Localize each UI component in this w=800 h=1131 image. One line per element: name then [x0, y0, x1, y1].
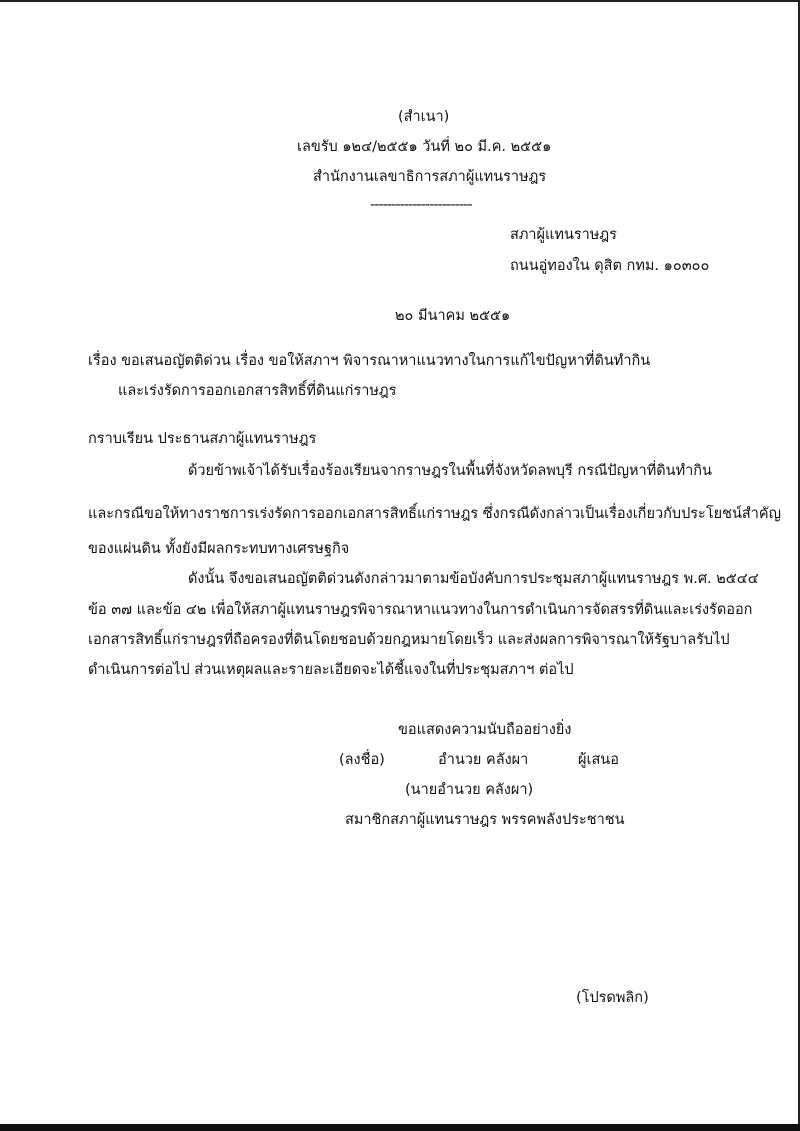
- turn-over-note: (โปรดพลิก): [576, 990, 649, 1006]
- signer-position: สมาชิกสภาผู้แทนราษฎร พรรคพลังประชาชน: [345, 812, 625, 828]
- closing-regards: ขอแสดงความนับถืออย่างยิ่ง: [398, 722, 572, 738]
- address-line-1: สภาผู้แทนราษฎร: [510, 227, 617, 243]
- paragraph-1-line-1: ด้วยข้าพเจ้าได้รับเรื่องร้องเรียนจากราษฎรในพื้นที่จังหวัดลพบุรี กรณีปัญหาที่ดินทำกิน: [188, 463, 712, 479]
- paragraph-2-line-4: ดำเนินการต่อไป ส่วนเหตุผลและรายละเอียดจะได้ชี้แจงในที่ประชุมสภาฯ ต่อไป: [88, 662, 574, 678]
- page-edge-bottom: [0, 1124, 800, 1131]
- page-edge-top: [0, 0, 800, 2]
- paragraph-2-line-2: ข้อ ๓๗ และข้อ ๔๒ เพื่อให้สภาผู้แทนราษฎรพิจารณาหาแนวทางในการดำเนินการจัดสรรที่ดินและเร่งรัดออก: [88, 602, 753, 618]
- letter-date: ๒๐ มีนาคม ๒๕๕๑: [395, 308, 511, 324]
- paragraph-1-line-3: ของแผ่นดิน ทั้งยังมีผลกระทบทางเศรษฐกิจ: [88, 541, 350, 557]
- paragraph-1-line-2: และกรณีขอให้ทางราชการเร่งรัดการออกเอกสารสิทธิ์แก่ราษฎร ซึ่งกรณีดังกล่าวเป็นเรื่องเกี่ยวกับประโยชน์สำคัญ: [88, 506, 781, 522]
- signer-full-name: (นายอำนวย คลังผา): [405, 782, 534, 798]
- paragraph-2-line-3: เอกสารสิทธิ์แก่ราษฎรที่ถือครองที่ดินโดยชอบด้วยกฎหมายโดยเร็ว และส่งผลการพิจารณาให้รัฐบาลรับไป: [88, 632, 730, 648]
- salutation: กราบเรียน ประธานสภาผู้แทนราษฎร: [88, 431, 317, 447]
- address-line-2: ถนนอู่ทองใน ดุสิต กทม. ๑๐๓๐๐: [510, 258, 710, 274]
- header-divider: ------------------------: [370, 197, 472, 213]
- signature-name: อำนวย คลังผา: [438, 752, 529, 768]
- copy-mark: (สำเนา): [398, 109, 450, 125]
- subject-line-2: และเร่งรัดการออกเอกสารสิทธิ์ที่ดินแก่ราษฎร: [118, 383, 397, 399]
- subject-line-1: เรื่อง ขอเสนอญัตติด่วน เรื่อง ขอให้สภาฯ พิจารณาหาแนวทางในการแก้ไขปัญหาที่ดินทำกิน: [88, 353, 651, 369]
- receipt-number: เลขรับ ๑๒๔/๒๕๕๑ วันที่ ๒๐ มี.ค. ๒๕๕๑: [297, 139, 552, 155]
- signature-label: (ลงชื่อ): [339, 752, 385, 768]
- proposer-label: ผู้เสนอ: [578, 752, 619, 768]
- paragraph-2-line-1: ดังนั้น จึงขอเสนอญัตติด่วนดังกล่าวมาตามข้อบังคับการประชุมสภาผู้แทนราษฎร พ.ศ. ๒๕๔๔: [188, 571, 759, 587]
- receiving-office: สำนักงานเลขาธิการสภาผู้แทนราษฎร: [313, 169, 547, 185]
